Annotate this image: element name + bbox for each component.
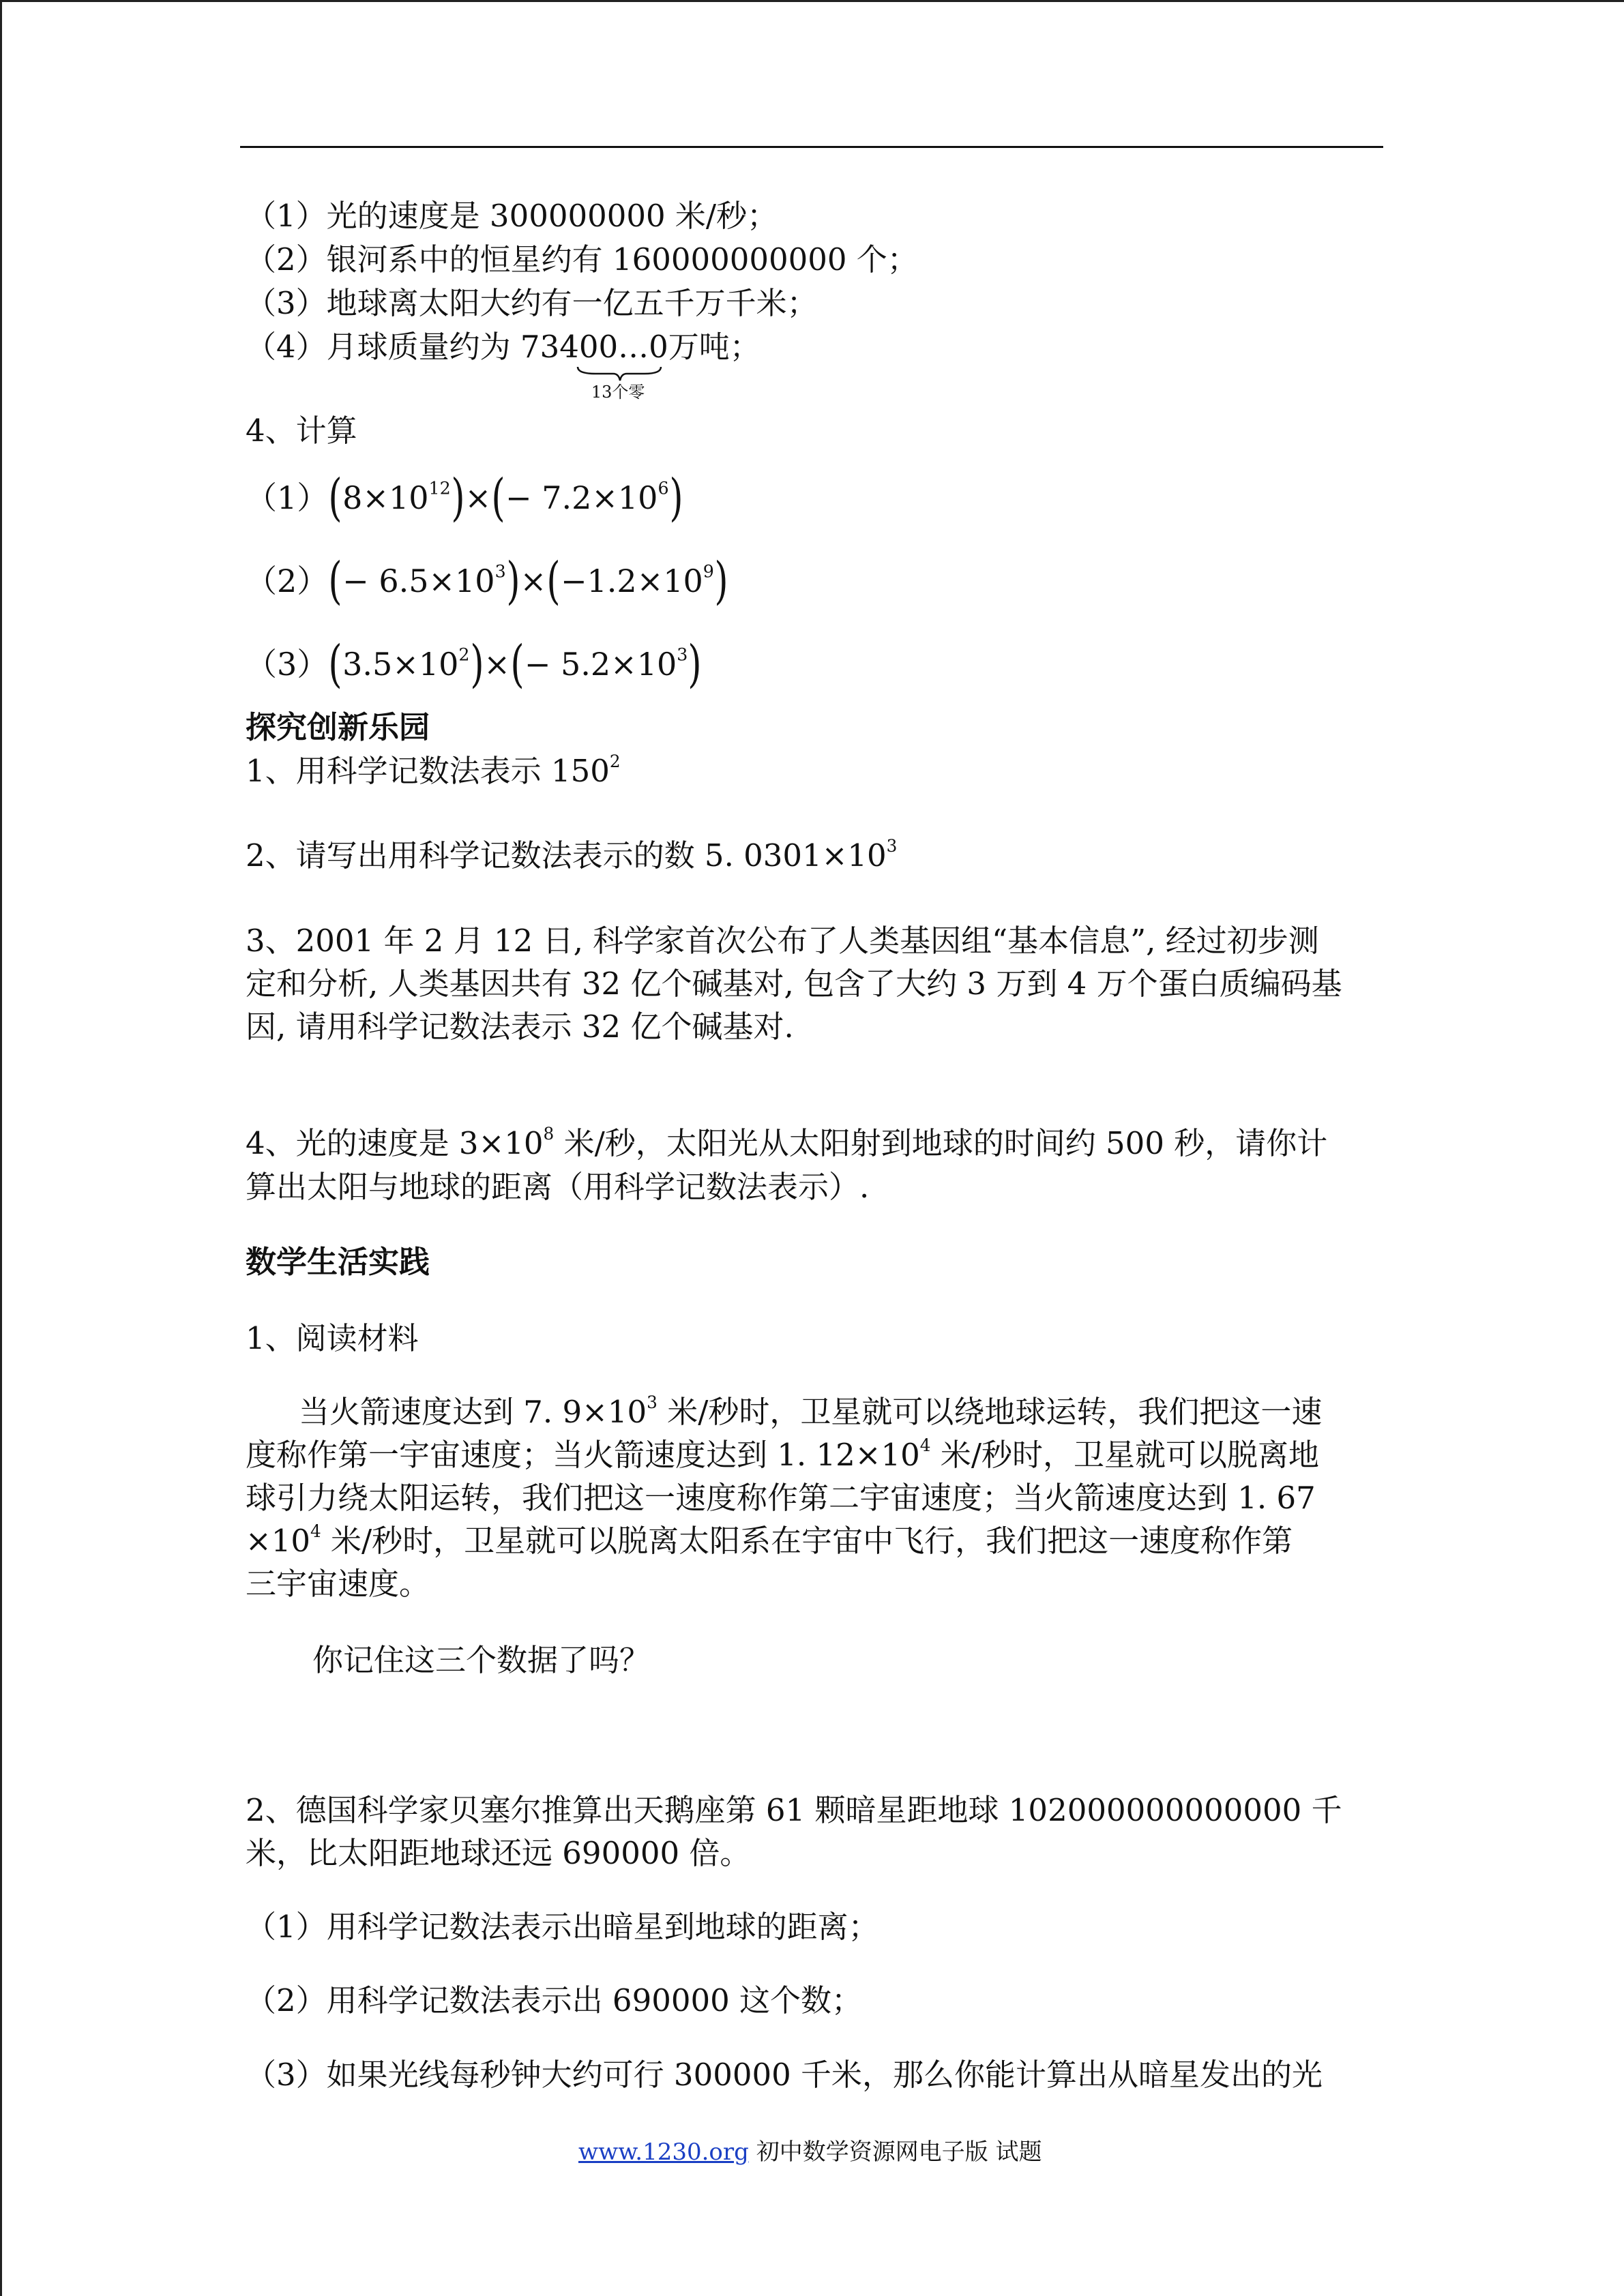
practice-item-2-line-2: 米，比太阳距地球还远 690000 倍。 — [246, 1835, 751, 1871]
footer-text: 初中数学资源网电子版 试题 — [748, 2138, 1042, 2166]
part3-item-4-suffix: 万吨； — [668, 329, 761, 365]
zeros-brace-group — [578, 329, 668, 402]
explore-question-3-line-2: 定和分析, 人类基因共有 32 亿个碱基对, 包含了大约 3 万到 4 万个蛋白质编码基 — [246, 966, 1342, 1002]
part3-item-4-zeros: 00…0 — [578, 329, 668, 365]
part3-item-4-brace-label: 13个零 — [591, 383, 645, 402]
part3-item-1: （1）光的速度是 300000000 米/秒； — [246, 198, 778, 234]
practice-sub-question-2: （2）用科学记数法表示出 690000 这个数； — [246, 1982, 863, 2018]
reading-para-line-1: 当火箭速度达到 7. $9\times 10^3$ 米/秒时，卫星就可以绕地球运转，我们把这一速 — [299, 1392, 1323, 1430]
reading-para-line-5: 三宇宙速度。 — [246, 1566, 430, 1602]
reading-para-line-4: $\times 10^4$ 米/秒时，卫星就可以脱离太阳系在宇宙中飞行，我们把这一速度称作第 — [246, 1521, 1293, 1559]
page-left-border — [0, 0, 2, 2296]
explore-question-1: 1、用科学记数法表示 $150^2$ — [246, 751, 621, 789]
calc-item-2: $(2)(- 6.5\times 10^3)\times(-1.2\times 10^9)$ — [246, 552, 728, 610]
practice-sub-question-1: （1）用科学记数法表示出暗星到地球的距离； — [246, 1909, 879, 1945]
calc-item-1: $(1)(8\times 10^{12})\times(- 7.2\times 10^6)$ — [246, 468, 683, 527]
explore-question-3-line-1: 3、2001 年 2 月 12 日, 科学家首次公布了人类基因组“基本信息”, 经过初步测 — [246, 923, 1319, 959]
practice-item-2-line-1: 2、德国科学家贝塞尔推算出天鹅座第 61 颗暗星距地球 102000000000000 千 — [246, 1792, 1342, 1828]
underbrace-icon — [575, 364, 664, 383]
part3-item-2: （2）银河系中的恒星约有 160000000000 个； — [246, 241, 918, 278]
footer-site-link[interactable]: www.1230.org — [578, 2138, 749, 2166]
explore-question-4-line-1: 4、光的速度是 $3\times 10^8$ 米/秒，太阳光从太阳射到地球的时间约 500 秒，请你计 — [246, 1123, 1328, 1161]
practice-item-1-title: 1、阅读材料 — [246, 1320, 419, 1356]
part3-item-4 — [246, 329, 761, 402]
calc-item-label: （3） — [246, 646, 329, 683]
reading-para-line-3: 球引力绕太阳运转，我们把这一速度称作第二宇宙速度；当火箭速度达到 1. 67 — [246, 1480, 1316, 1516]
header-rule — [240, 146, 1383, 148]
practice-heading: 数学生活实践 — [246, 1244, 430, 1280]
page-footer — [578, 2133, 1042, 2166]
calc-item-label: （1） — [246, 479, 329, 517]
practice-sub-question-3: （3）如果光线每秒钟大约可行 300000 千米，那么你能计算出从暗星发出的光 — [246, 2057, 1323, 2093]
explore-question-3-line-3: 因, 请用科学记数法表示 32 亿个碱基对. — [246, 1009, 794, 1045]
part3-item-4-prefix: （4）月球质量约为 734 — [246, 329, 579, 365]
explore-question-4-line-2: 算出太阳与地球的距离（用科学记数法表示）. — [246, 1169, 870, 1205]
part4-title: 4、计算 — [246, 413, 357, 449]
page-top-border — [0, 0, 1624, 2]
reading-para-line-2: 度称作第一宇宙速度；当火箭速度达到 1. $12\times 10^4$ 米/秒时，卫星就可以脱离地 — [246, 1435, 1319, 1473]
calc-item-label: （2） — [246, 563, 329, 600]
explore-heading: 探究创新乐园 — [246, 709, 430, 745]
explore-question-2: 2、请写出用科学记数法表示的数 5. $0301\times 10^3$ — [246, 835, 898, 874]
calc-item-3: $(3)(3.5\times 10^2)\times(- 5.2\times 10^3)$ — [246, 635, 702, 694]
reading-question: 你记住这三个数据了吗？ — [312, 1642, 651, 1678]
part3-item-3: （3）地球离太阳大约有一亿五千万千米； — [246, 285, 818, 321]
